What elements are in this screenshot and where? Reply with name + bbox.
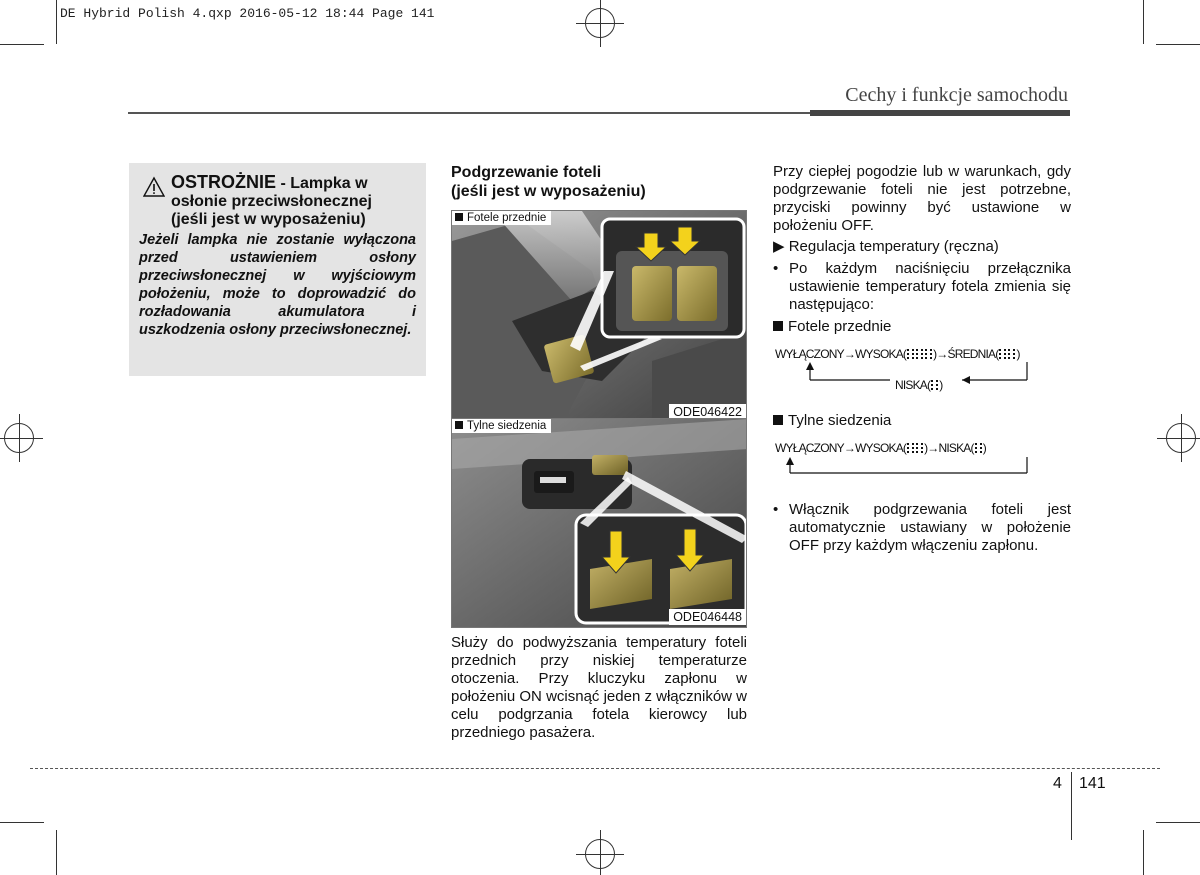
square-bullet-icon — [773, 415, 783, 425]
square-bullet-icon — [455, 421, 463, 429]
heat-level-lamp-icon — [925, 349, 932, 359]
flow-high: WYSOKA( — [855, 441, 907, 455]
flow-high-lamps — [906, 441, 924, 455]
bullet-text: Włącznik podgrzewania foteli jest automatycznie ustawiany w położenie OFF przy każdym włączeniu zapłonu. — [789, 501, 1071, 554]
crop-mark — [1156, 44, 1200, 45]
manual-temp-heading: ▶ Regulacja temperatury (ręczna) — [773, 238, 999, 255]
rear-seats-label-text: Tylne siedzenia — [467, 420, 547, 432]
bullet-text: Po każdym naciśnięciu przełącznika ustawienie temperatury fotela zmienia się następująco: — [789, 260, 1071, 313]
page-number-divider — [1071, 772, 1072, 840]
heading-line2: (jeśli jest w wyposażeniu) — [451, 183, 646, 200]
caution-header — [139, 173, 416, 229]
flow-low-lamps — [930, 378, 939, 392]
heat-level-lamp-icon — [907, 349, 914, 359]
print-slug: DE Hybrid Polish 4.qxp 2016-05-12 18:44 Page 141 — [60, 6, 435, 21]
square-bullet-icon — [773, 321, 783, 331]
registration-mark — [1166, 423, 1196, 453]
bullet-dot: • — [773, 501, 779, 518]
rear-seat-switch-photo — [451, 418, 747, 628]
flow-off: WYŁĄCZONY — [775, 347, 844, 361]
heat-level-lamp-icon — [999, 349, 1006, 359]
heated-seats-description: Służy do podwyższania temperatury foteli przednich przy niskiej temperaturze otoczenia. Przy kluczyku zapłonu w położeniu ON wcisnąć jeden z włączników w celu podgrzania fotela kierowcy lub przedniego pasażera. — [451, 634, 747, 741]
crop-mark — [56, 830, 57, 875]
front-seat-flow-diagram — [775, 347, 1020, 361]
section-title: Cechy i funkcje samochodu — [845, 84, 1068, 106]
crop-mark — [1156, 822, 1200, 823]
rear-flow-return-arrows — [780, 455, 1035, 485]
page-number: 141 — [1079, 775, 1106, 792]
heat-level-lamp-icon — [916, 349, 923, 359]
chapter-number: 4 — [1053, 775, 1062, 792]
front-seat-console-illustration — [452, 211, 747, 423]
flow-high: WYSOKA( — [855, 347, 907, 361]
flow-close: ) — [982, 441, 986, 455]
square-bullet-icon — [455, 213, 463, 221]
front-seats-sublabel — [773, 318, 1071, 336]
flow-high-lamps — [906, 347, 933, 361]
crop-mark — [1143, 830, 1144, 875]
front-seats-label-text: Fotele przednie — [467, 212, 547, 224]
bullet-dot: • — [773, 260, 779, 277]
warning-triangle-icon — [143, 176, 165, 198]
rear-seat-flow-diagram — [775, 441, 986, 455]
registration-mark — [4, 423, 34, 453]
heat-level-lamp-icon — [1008, 349, 1015, 359]
flow-off: WYŁĄCZONY — [775, 441, 844, 455]
rear-door-panel-illustration — [452, 419, 747, 628]
caution-label: OSTROŻNIE — [171, 172, 277, 192]
heat-level-lamp-icon — [975, 443, 982, 453]
caution-title-rest: - Lampka w — [276, 175, 368, 192]
crop-mark — [0, 44, 44, 45]
rear-seats-label — [452, 419, 551, 433]
front-seat-switch-photo — [451, 210, 747, 423]
rear-seats-sublabel-text: Tylne siedzenia — [788, 412, 892, 429]
front-seats-sublabel-text: Fotele przednie — [788, 318, 892, 335]
rear-seats-sublabel — [773, 412, 891, 430]
heat-level-lamp-icon — [931, 380, 938, 390]
flow-arrow: → — [936, 347, 948, 361]
bullet-item — [773, 260, 1071, 314]
flow-low: NISKA( — [895, 378, 931, 392]
crop-mark — [1143, 0, 1144, 44]
flow-close: ) — [939, 378, 943, 392]
registration-mark — [585, 8, 615, 38]
warm-weather-note: Przy ciepłej pogodzie lub w warunkach, gdy podgrzewanie foteli nie jest potrzebne, przyciski powinny być ustawione w położeniu OFF. — [773, 163, 1071, 234]
flow-low-lamps — [974, 441, 983, 455]
flow-arrow: → — [843, 347, 856, 361]
footer-dashed-rule — [30, 768, 1160, 769]
flow-close: ) — [1016, 347, 1020, 361]
registration-mark — [585, 839, 615, 869]
heat-level-lamp-icon — [916, 443, 923, 453]
photo-code-front: ODE046422 — [669, 404, 746, 420]
column-3 — [773, 163, 1071, 336]
photo-code-rear: ODE046448 — [669, 609, 746, 625]
caution-title-line3: (jeśli jest w wyposażeniu) — [171, 211, 366, 228]
front-flow-low — [895, 378, 942, 392]
crop-mark — [56, 0, 57, 44]
flow-low: NISKA( — [938, 441, 974, 455]
bullet-item — [773, 501, 1071, 555]
caution-box — [129, 163, 426, 376]
header-rule-accent — [810, 110, 1070, 116]
flow-close: ) — [924, 441, 928, 455]
flow-arrow: → — [843, 441, 856, 455]
flow-close: ) — [933, 347, 937, 361]
flow-arrow: → — [927, 441, 939, 455]
flow-mid: ŚREDNIA( — [947, 347, 999, 361]
crop-mark — [0, 822, 44, 823]
flow-mid-lamps — [998, 347, 1016, 361]
caution-body: Jeżeli lampka nie zostanie wyłączona przed ustawieniem osłony przeciwsłonecznej w wyjściowym położeniu, może to doprowadzić do rozładowania akumulatora i uszkodzenia osłony przeciwsłonecznej. — [139, 232, 416, 338]
heat-level-lamp-icon — [907, 443, 914, 453]
caution-title — [171, 173, 372, 229]
front-seats-label — [452, 211, 551, 225]
heading-line1: Podgrzewanie foteli — [451, 164, 602, 181]
heated-seats-heading — [451, 163, 751, 201]
caution-title-line2: osłonie przeciwsłonecznej — [171, 193, 372, 210]
